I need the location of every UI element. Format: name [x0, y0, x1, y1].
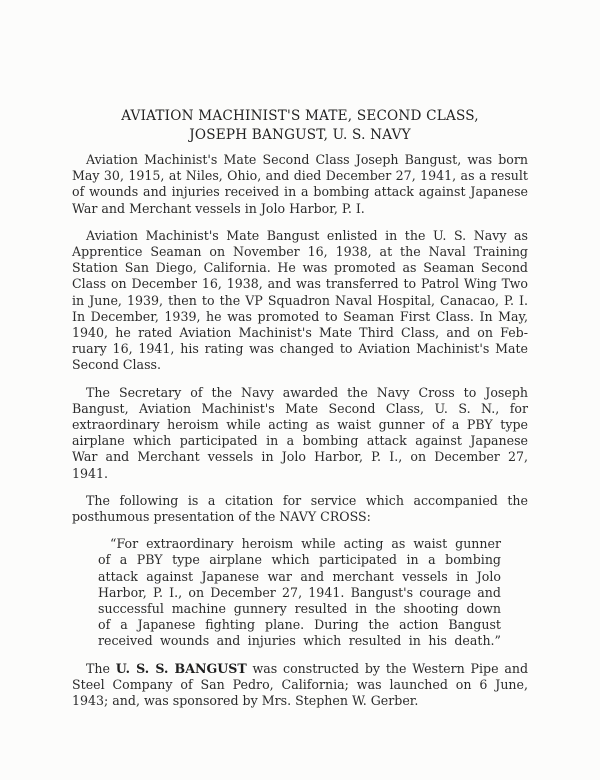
text-line: [72, 661, 528, 677]
text-line: ruary 16, 1941, his rating was changed to Aviation Machinist's Mate: [72, 341, 528, 357]
text-line: in June, 1939, then to the VP Squadron Naval Hospital, Canacao, P. I.: [72, 292, 528, 308]
text-line: The following is a citation for service which accompanied the: [86, 492, 528, 508]
title-line-1: AVIATION MACHINIST'S MATE, SECOND CLASS,: [121, 108, 479, 124]
text-line: extraordinary heroism while acting as waist gunner of a PBY type: [72, 417, 528, 433]
text-line: Aviation Machinist's Mate Bangust enlisted in the U. S. Navy as: [86, 227, 528, 243]
text-line: War and Merchant vessels in Jolo Harbor, P. I.: [72, 200, 365, 216]
text-line: War and Merchant vessels in Jolo Harbor, P. I., on December 27,: [72, 449, 528, 465]
text-line: attack against Japanese war and merchant vessels in Jolo: [98, 568, 501, 584]
text-line: airplane which participated in a bombing attack against Japanese: [72, 433, 528, 449]
paragraph-service: [72, 228, 528, 374]
ship-name: U. S. S. BANGUST: [115, 660, 247, 676]
citation-quote: [72, 536, 501, 649]
document-body: [72, 107, 528, 720]
paragraph-ship: [72, 661, 528, 710]
paragraph-citation-intro: [72, 493, 528, 525]
text-line: Apprentice Seaman on November 16, 1938, at the Naval Training: [72, 244, 528, 260]
text-line: of wounds and injuries received in a bombing attack against Japanese: [72, 184, 528, 200]
text-line: Second Class.: [72, 357, 161, 373]
text-line: posthumous presentation of the NAVY CROSS:: [72, 509, 371, 525]
text-line: 1941.: [72, 465, 109, 481]
text-line: Station San Diego, California. He was promoted as Seaman Second: [72, 260, 528, 276]
text-line: The Secretary of the Navy awarded the Navy Cross to Joseph: [86, 384, 528, 400]
text-line: 1943; and, was sponsored by Mrs. Stephen W. Gerber.: [72, 693, 419, 709]
paragraph-birth: [72, 152, 528, 217]
text-line: Class on December 16, 1938, and was transferred to Patrol Wing Two: [72, 276, 528, 292]
text-line: of a PBY type airplane which participated in a bombing: [98, 552, 501, 568]
title-line-2: JOSEPH BANGUST, U. S. NAVY: [189, 127, 411, 143]
text-line: Steel Company of San Pedro, California; was launched on 6 June,: [72, 676, 528, 692]
text-line: In December, 1939, he was promoted to Seaman First Class. In May,: [72, 308, 528, 324]
text-line: 1940, he rated Aviation Machinist's Mate Third Class, and on Feb-: [72, 325, 528, 341]
text-line: Aviation Machinist's Mate Second Class Joseph Bangust, was born: [86, 152, 528, 167]
text-line: Bangust, Aviation Machinist's Mate Second Class, U. S. N., for: [72, 400, 528, 416]
text-line: May 30, 1915, at Niles, Ohio, and died December 27, 1941, as a result: [72, 168, 528, 184]
paragraph-award: [72, 385, 528, 482]
text-line: “For extraordinary heroism while acting as waist gunner: [110, 536, 501, 552]
text-line: of a Japanese fighting plane. During the action Bangust: [98, 617, 501, 633]
text-line: Harbor, P. I., on December 27, 1941. Bangust's courage and: [98, 584, 501, 600]
text-fragment: The: [86, 660, 116, 676]
text-line: received wounds and injuries which resulted in his death.”: [98, 633, 501, 649]
text-fragment: was constructed by the Western Pipe and: [246, 660, 529, 676]
document-title: [72, 107, 528, 145]
text-line: successful machine gunnery resulted in the shooting down: [98, 601, 501, 617]
